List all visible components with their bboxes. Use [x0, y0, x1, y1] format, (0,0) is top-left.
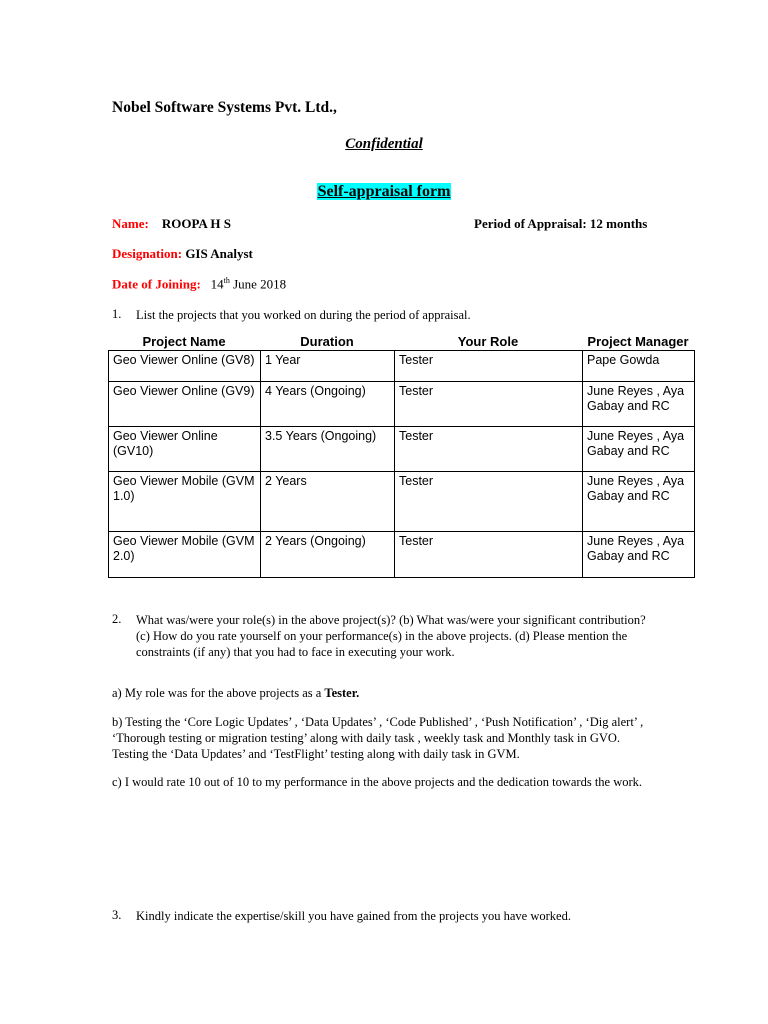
question-2-line: What was/were your role(s) in the above project(s)? (b) What was/were your significant contribution?	[136, 613, 646, 627]
doj-rest: June 2018	[229, 276, 287, 292]
confidential-label: Confidential	[345, 136, 423, 152]
table-row	[109, 382, 695, 427]
name-value: ROOPA H S	[161, 216, 231, 231]
question-2-text	[136, 612, 646, 660]
cell-manager: Pape Gowda	[583, 351, 695, 382]
table-row	[109, 532, 695, 578]
cell-role: Tester	[395, 532, 583, 578]
cell-manager: June Reyes , Aya Gabay and RC	[583, 427, 695, 472]
table-row	[109, 351, 695, 382]
header-your-role: Your Role	[457, 334, 519, 349]
answer-b-line: ‘Thorough testing or migration testing’ along with daily task , weekly task and Monthly task in GVO.	[112, 731, 621, 745]
doj-day: 14	[210, 276, 224, 292]
doj-label: Date of Joining:	[112, 276, 201, 292]
designation-label: Designation:	[112, 246, 183, 261]
answer-b	[112, 714, 643, 762]
answer-b-line: Testing the ‘Data Updates’ and ‘TestFlight’ testing along with daily task in GVM.	[112, 747, 520, 761]
cell-duration: 2 Years	[261, 472, 395, 532]
answer-a-role: Tester.	[324, 686, 360, 700]
form-title: Self-appraisal form	[317, 183, 451, 200]
cell-project: Geo Viewer Online (GV8)	[109, 351, 261, 382]
table-row	[109, 427, 695, 472]
cell-project: Geo Viewer Online (GV10)	[109, 427, 261, 472]
doj-sup: th	[223, 276, 230, 285]
company-name: Nobel Software Systems Pvt. Ltd.,	[112, 99, 337, 116]
cell-project: Geo Viewer Mobile (GVM 2.0)	[109, 532, 261, 578]
header-duration: Duration	[300, 334, 354, 349]
cell-project: Geo Viewer Online (GV9)	[109, 382, 261, 427]
answer-a-text: a) My role was for the above projects as a	[112, 686, 325, 700]
cell-project: Geo Viewer Mobile (GVM 1.0)	[109, 472, 261, 532]
name-field	[112, 216, 231, 232]
cell-role: Tester	[395, 427, 583, 472]
cell-duration: 3.5 Years (Ongoing)	[261, 427, 395, 472]
question-2-line: (c) How do you rate yourself on your performance(s) in the above projects. (d) Please mention the	[136, 629, 628, 643]
cell-duration: 4 Years (Ongoing)	[261, 382, 395, 427]
question-3-text: Kindly indicate the expertise/skill you have gained from the projects you have worked.	[136, 909, 571, 923]
cell-manager: June Reyes , Aya Gabay and RC	[583, 472, 695, 532]
form-title-wrap	[0, 183, 768, 201]
designation-value: GIS Analyst	[185, 246, 253, 261]
cell-manager: June Reyes , Aya Gabay and RC	[583, 382, 695, 427]
designation-field	[112, 246, 253, 262]
appraisal-period: Period of Appraisal: 12 months	[474, 216, 648, 231]
cell-role: Tester	[395, 351, 583, 382]
question-2-number: 2.	[112, 612, 122, 626]
projects-table	[108, 350, 695, 578]
cell-duration: 2 Years (Ongoing)	[261, 532, 395, 578]
name-label: Name:	[112, 216, 149, 231]
question-2-line: constraints (if any) that you had to face in executing your work.	[136, 645, 455, 659]
cell-duration: 1 Year	[261, 351, 395, 382]
question-1-text: List the projects that you worked on during the period of appraisal.	[136, 308, 471, 322]
cell-role: Tester	[395, 472, 583, 532]
table-row	[109, 472, 695, 532]
answer-b-line: b) Testing the ‘Core Logic Updates’ , ‘Data Updates’ , ‘Code Published’ , ‘Push Notification’ , ‘Dig alert’ ,	[112, 715, 644, 729]
answer-a	[112, 685, 359, 701]
answer-c: c) I would rate 10 out of 10 to my performance in the above projects and the dedication towards the work.	[112, 775, 643, 789]
question-3-number: 3.	[112, 908, 122, 922]
header-project-name: Project Name	[142, 334, 226, 349]
doj-field	[112, 276, 286, 292]
header-project-manager: Project Manager	[587, 334, 689, 349]
cell-manager: June Reyes , Aya Gabay and RC	[583, 532, 695, 578]
question-1-number: 1.	[112, 307, 122, 321]
cell-role: Tester	[395, 382, 583, 427]
